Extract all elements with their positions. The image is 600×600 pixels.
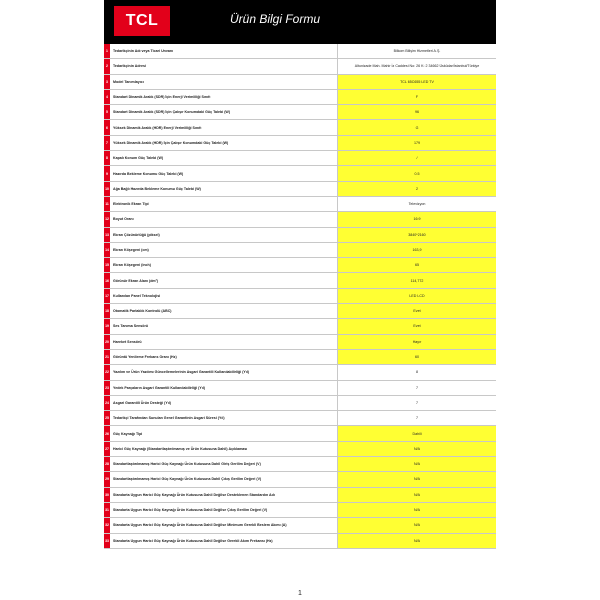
row-label: Standart Dinamik Aralık (SDR) İçin Çalışır Konumdaki Güç Talebi (W) [110, 105, 338, 119]
table-row [104, 381, 496, 396]
table-row [104, 243, 496, 258]
row-value: Dahili [338, 426, 496, 440]
row-label: Yazılım ve Ürün Yazılımı Güncellemelerinin Asgari Garantili Kullanılabilirliği (Yıl) [110, 365, 338, 379]
row-number: 30 [104, 488, 110, 502]
row-value: 163,9 [338, 243, 496, 257]
row-number: 33 [104, 534, 110, 548]
page-number: 1 [298, 590, 302, 597]
table-row [104, 472, 496, 487]
row-label: Model Tanımlayıcı [110, 75, 338, 89]
row-label: Standarta Uygun Harici Güç Kaynağı Ürün Kutusuna Dahil Değilse Gerekli Akım Frekansı (Hz) [110, 534, 338, 548]
table-row [104, 534, 496, 549]
row-number: 22 [104, 365, 110, 379]
form-header [104, 0, 496, 44]
row-value: F [338, 90, 496, 104]
table-row [104, 228, 496, 243]
row-number: 18 [104, 304, 110, 318]
row-value: G [338, 120, 496, 134]
row-value: 3840*2160 [338, 228, 496, 242]
table-row [104, 258, 496, 273]
row-label: Hazırda Bekleme Konumu Güç Talebi (W) [110, 166, 338, 180]
table-row [104, 182, 496, 197]
form-title: Ürün Bilgi Formu [230, 12, 321, 26]
row-number: 20 [104, 335, 110, 349]
row-number: 32 [104, 518, 110, 532]
table-row [104, 488, 496, 503]
row-value: N/A [338, 518, 496, 532]
table-row [104, 426, 496, 441]
row-label: Görüntü Yenileme Frekans Oranı (Hz) [110, 350, 338, 364]
row-label: Asgari Garantili Ürün Desteği (Yıl) [110, 396, 338, 410]
tcl-logo: TCL [114, 6, 170, 36]
row-label: Boyut Oranı [110, 212, 338, 226]
row-value: N/A [338, 503, 496, 517]
row-value: 0.5 [338, 166, 496, 180]
row-value: 8 [338, 365, 496, 379]
row-number: 8 [104, 151, 110, 165]
row-number: 19 [104, 319, 110, 333]
row-number: 29 [104, 472, 110, 486]
row-label: Standarta Uygun Harici Güç Kaynağı Ürün Kutusuna Dahil Değilse Desteklenen Standardın Adı [110, 488, 338, 502]
row-number: 3 [104, 75, 110, 89]
row-number: 14 [104, 243, 110, 257]
row-label: Güç Kaynağı Tipi [110, 426, 338, 440]
row-value: 114,772 [338, 273, 496, 287]
row-number: 1 [104, 44, 110, 58]
row-label: Görünür Ekran Alanı (dm²) [110, 273, 338, 287]
row-value: Televizyon [338, 197, 496, 211]
row-label: Standarta Uygun Harici Güç Kaynağı Ürün Kutusuna Dahil Değilse Çıkış Gerilim Değeri (V) [110, 503, 338, 517]
table-row [104, 90, 496, 105]
row-value: 16:9 [338, 212, 496, 226]
table-row [104, 442, 496, 457]
row-number: 25 [104, 411, 110, 425]
row-number: 5 [104, 105, 110, 119]
table-row [104, 136, 496, 151]
row-label: Elektronik Ekran Tipi [110, 197, 338, 211]
row-value: 179 [338, 136, 496, 150]
row-label: Ekran Köşegeni (cm) [110, 243, 338, 257]
row-value: Bilkom Bilişim Hizmetleri A.Ş. [338, 44, 496, 58]
row-value: LED LCD [338, 289, 496, 303]
row-number: 13 [104, 228, 110, 242]
table-row [104, 335, 496, 350]
row-number: 16 [104, 273, 110, 287]
row-number: 11 [104, 197, 110, 211]
row-label: Kullanılan Panel Teknolojisi [110, 289, 338, 303]
row-label: Standarta Uygun Harici Güç Kaynağı Ürün Kutusuna Dahil Değilse Minimum Gerekli Beslem Akımı (A) [110, 518, 338, 532]
table-row [104, 365, 496, 380]
row-label: Harici Güç Kaynağı (Standartlaştırılmamış ve Ürün Kutusuna Dahil) Açıklaması [110, 442, 338, 456]
row-number: 26 [104, 426, 110, 440]
table-row [104, 75, 496, 90]
row-value: 2 [338, 182, 496, 196]
row-value: N/A [338, 442, 496, 456]
row-label: Kapalı Konum Güç Talebi (W) [110, 151, 338, 165]
table-row [104, 518, 496, 533]
table-row [104, 319, 496, 334]
row-label: Yüksek Dinamik Aralık (HDR) İçin Çalışır Konumdaki Güç Talebi (W) [110, 136, 338, 150]
row-label: Standartlaştırılmamış Harici Güç Kaynağı Ürün Kutusuna Dahil Çıkış Gerilim Değeri (V) [110, 472, 338, 486]
row-value: / [338, 151, 496, 165]
table-row [104, 212, 496, 227]
row-number: 2 [104, 59, 110, 73]
row-number: 28 [104, 457, 110, 471]
table-row [104, 396, 496, 411]
row-value: Evet [338, 304, 496, 318]
row-number: 7 [104, 136, 110, 150]
row-label: Yüksek Dinamik Aralık (HDR) Enerji Verimliliği Sınıfı [110, 120, 338, 134]
table-row [104, 197, 496, 212]
row-number: 4 [104, 90, 110, 104]
row-number: 27 [104, 442, 110, 456]
row-label: Standartlaştırılmamış Harici Güç Kaynağı Ürün Kutusuna Dahil Giriş Gerilim Değeri (V) [110, 457, 338, 471]
row-label: Standart Dinamik Aralık (SDR) İçin Enerji Verimliliği Sınıfı [110, 90, 338, 104]
row-value: 60 [338, 350, 496, 364]
row-number: 23 [104, 381, 110, 395]
row-number: 10 [104, 182, 110, 196]
row-label: Otomatik Parlaklık Kontrolü (ABC) [110, 304, 338, 318]
row-value: 96 [338, 105, 496, 119]
row-value: Altunizade Mah. Mahir İz Caddesi No: 26 K: 2 34662 Üsküdar/İstanbul/Türkiye [338, 59, 496, 73]
table-row [104, 59, 496, 74]
product-info-table [104, 44, 496, 549]
row-number: 12 [104, 212, 110, 226]
row-label: Yedek Parçaların Asgari Garantili Kullanılabilirliği (Yıl) [110, 381, 338, 395]
row-value: TCL 65C655 LED TV [338, 75, 496, 89]
row-number: 6 [104, 120, 110, 134]
row-number: 17 [104, 289, 110, 303]
row-value: 7 [338, 411, 496, 425]
table-row [104, 120, 496, 135]
row-value: N/A [338, 534, 496, 548]
row-number: 21 [104, 350, 110, 364]
table-row [104, 289, 496, 304]
row-value: N/A [338, 472, 496, 486]
row-number: 31 [104, 503, 110, 517]
row-label: Hareket Sensörü [110, 335, 338, 349]
table-row [104, 411, 496, 426]
table-row [104, 166, 496, 181]
table-row [104, 44, 496, 59]
row-number: 15 [104, 258, 110, 272]
row-value: 7 [338, 381, 496, 395]
row-label: Ses Tanıma Sensörü [110, 319, 338, 333]
table-row [104, 350, 496, 365]
row-number: 24 [104, 396, 110, 410]
row-label: Ağa Bağlı Hazırda Bekleme Konumu Güç Talebi (W) [110, 182, 338, 196]
row-value: N/A [338, 457, 496, 471]
table-row [104, 503, 496, 518]
row-value: 7 [338, 396, 496, 410]
table-row [104, 457, 496, 472]
row-label: Ekran Çözünürlüğü (piksel) [110, 228, 338, 242]
row-value: 65 [338, 258, 496, 272]
table-row [104, 105, 496, 120]
row-value: Hayır [338, 335, 496, 349]
row-value: Evet [338, 319, 496, 333]
table-row [104, 273, 496, 288]
row-label: Ekran Köşegeni (inch) [110, 258, 338, 272]
row-label: Tedarikçinin Adresi [110, 59, 338, 73]
table-row [104, 151, 496, 166]
row-label: Tedarikçinin Adı veya Ticari Unvanı [110, 44, 338, 58]
row-number: 9 [104, 166, 110, 180]
row-label: Tedarikçi Tarafından Sunulan Genel Garantinin Asgari Süresi (Yıl) [110, 411, 338, 425]
row-value: N/A [338, 488, 496, 502]
table-row [104, 304, 496, 319]
